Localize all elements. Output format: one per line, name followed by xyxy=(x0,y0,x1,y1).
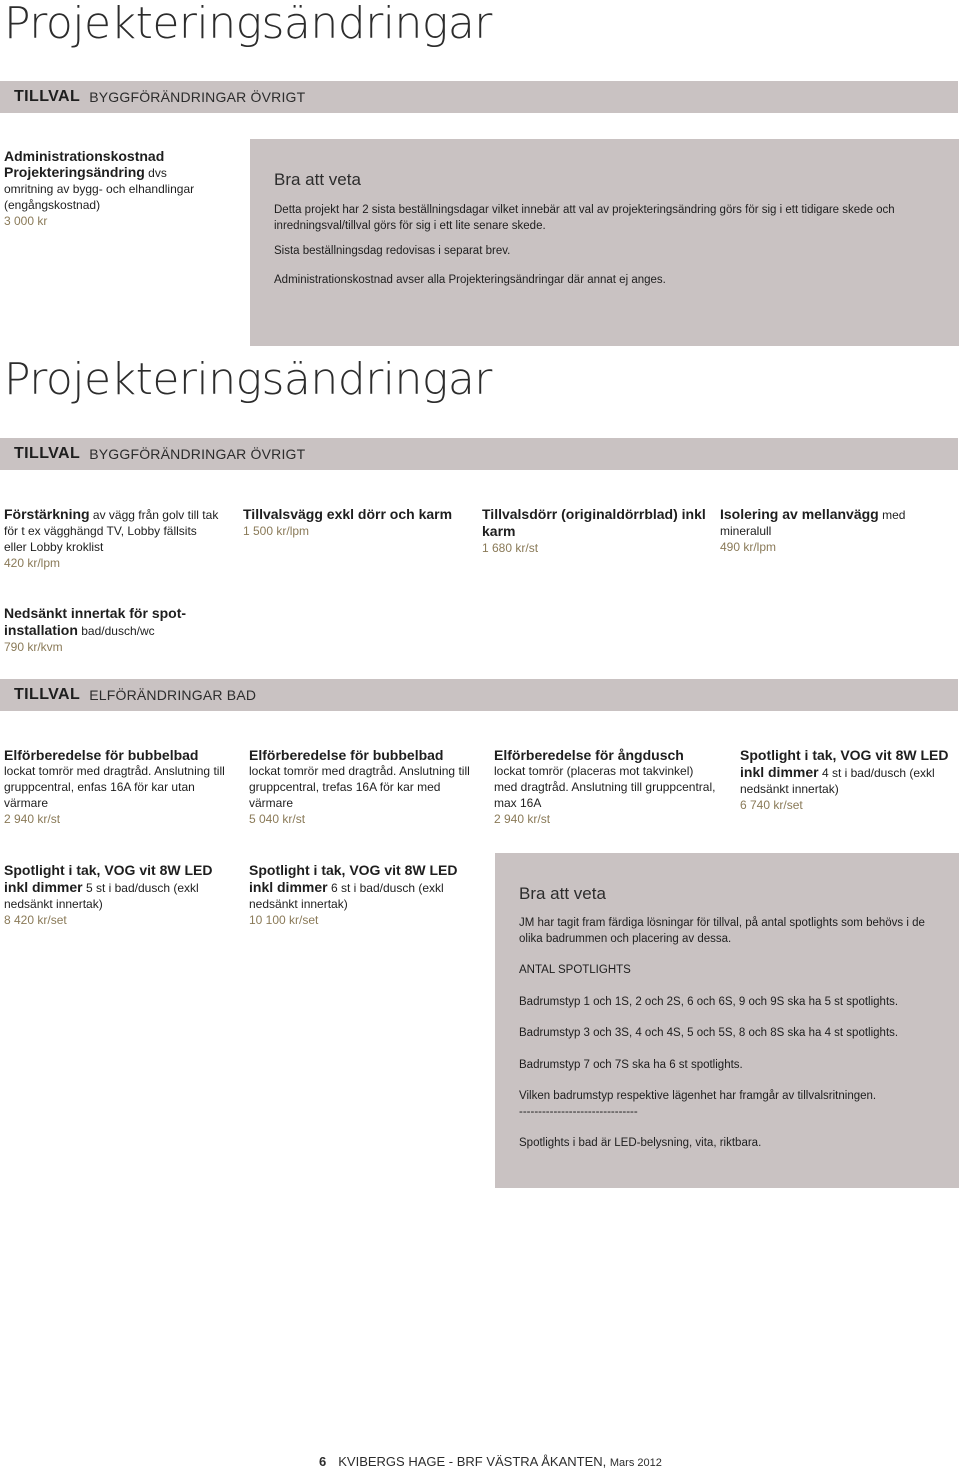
item-price: 6 740 kr/set xyxy=(740,798,803,812)
option-item xyxy=(482,506,707,556)
item-desc: av vägg från golv till tak för t ex vägghängd TV, Lobby fällsits eller Lobby kroklist xyxy=(4,508,219,554)
info-text: Detta projekt har 2 sista beställningsdagar vilket innebär att val av projekteringsändring görs för sig i ett tidigare skede och inredningsval/tillval görs för sig i ett lite senare skede. xyxy=(274,204,895,232)
item-title: Nedsänkt innertak för spot-installation xyxy=(4,605,187,638)
item-price: 1 680 kr/st xyxy=(482,541,539,555)
item-title: Tillvalsdörr (originaldörrblad) inkl karm xyxy=(482,506,706,539)
info-box xyxy=(250,139,959,346)
band-label: TILLVAL xyxy=(14,88,81,105)
item-price: 8 420 kr/set xyxy=(4,913,67,927)
item-desc: med mineralull xyxy=(720,508,906,538)
item-desc: bad/dusch/wc xyxy=(81,624,155,638)
item-price: 10 100 kr/set xyxy=(249,913,319,927)
band-sublabel: ELFÖRÄNDRINGAR BAD xyxy=(89,687,257,703)
category-band xyxy=(0,679,958,711)
footer-project: KVIBERGS HAGE - BRF VÄSTRA ÅKANTEN, xyxy=(338,1454,607,1469)
item-price: 5 040 kr/st xyxy=(249,812,306,826)
option-item xyxy=(740,747,955,813)
item-price: 1 500 kr/lpm xyxy=(243,524,310,538)
divider-dashes: ------------------------------- xyxy=(519,1106,638,1118)
info-text: JM har tagit fram färdiga lösningar för tillval, på antal spotlights som behövs i de olika badrummen och placering av dessa. xyxy=(519,917,925,945)
item-title: Elförberedelse för bubbelbad xyxy=(249,747,444,763)
option-item xyxy=(720,506,930,555)
category-band xyxy=(0,81,958,113)
item-desc: lockat tomrör med dragtråd. Anslutning till gruppcentral, trefas 16A för kar med värmare xyxy=(249,764,470,810)
info-box xyxy=(495,853,959,1188)
item-title: Tillvalsvägg exkl dörr och karm xyxy=(243,506,453,522)
footer xyxy=(319,1454,662,1469)
page-number: 6 xyxy=(319,1454,327,1469)
item-price: 490 kr/lpm xyxy=(720,540,777,554)
page-title: Projekteringsändringar xyxy=(4,0,492,49)
item-price: 2 940 kr/st xyxy=(494,812,551,826)
item-title: Elförberedelse för bubbelbad xyxy=(4,747,199,763)
band-sublabel: BYGGFÖRÄNDRINGAR ÖVRIGT xyxy=(89,89,306,105)
item-title: Isolering av mellanvägg xyxy=(720,506,879,522)
item-desc: omritning av bygg- och elhandlingar (engångskostnad) xyxy=(4,182,195,212)
band-label: TILLVAL xyxy=(14,445,81,462)
item-title-2: Projekteringsändring xyxy=(4,164,145,180)
info-text: Spotlights i bad är LED-belysning, vita, riktbara. xyxy=(519,1137,762,1149)
option-item xyxy=(249,747,474,827)
band-label: TILLVAL xyxy=(14,686,81,703)
option-item xyxy=(4,605,209,655)
band-sublabel: BYGGFÖRÄNDRINGAR ÖVRIGT xyxy=(89,446,306,462)
admin-item xyxy=(4,148,234,229)
item-title: Förstärkning xyxy=(4,506,90,522)
info-text: Vilken badrumstyp respektive lägenhet har framgår av tillvalsritningen. xyxy=(519,1090,877,1102)
option-item xyxy=(4,747,229,827)
info-heading: Bra att veta xyxy=(519,884,606,903)
info-text: Badrumstyp 1 och 1S, 2 och 2S, 6 och 6S, 9 och 9S ska ha 5 st spotlights. xyxy=(519,996,899,1008)
item-price: 790 kr/kvm xyxy=(4,640,63,654)
category-band xyxy=(0,438,958,470)
info-text: Badrumstyp 3 och 3S, 4 och 4S, 5 och 5S, 8 och 8S ska ha 4 st spotlights. xyxy=(519,1027,899,1039)
info-text: Administrationskostnad avser alla Projekteringsändringar där annat ej anges. xyxy=(274,274,666,286)
item-price: 2 940 kr/st xyxy=(4,812,61,826)
item-desc-prefix: dvs xyxy=(148,166,167,180)
item-price: 3 000 kr xyxy=(4,214,48,228)
option-item xyxy=(243,506,463,539)
item-price: 420 kr/lpm xyxy=(4,556,61,570)
option-item xyxy=(494,747,719,827)
item-desc: 4 st i bad/dusch (exkl nedsänkt innertak) xyxy=(740,766,935,796)
page-title: Projekteringsändringar xyxy=(4,354,492,405)
option-item xyxy=(249,862,469,928)
item-title: Spotlight i tak, VOG vit 8W LED inkl dimmer xyxy=(4,862,213,895)
item-desc: 6 st i bad/dusch (exkl nedsänkt innertak) xyxy=(249,881,444,911)
item-desc: lockat tomrör med dragtråd. Anslutning till gruppcentral, enfas 16A för kar utan värmare xyxy=(4,764,225,810)
item-title: Elförberedelse för ångdusch xyxy=(494,747,684,763)
option-item xyxy=(4,506,219,571)
item-title: Spotlight i tak, VOG vit 8W LED inkl dimmer xyxy=(249,862,458,895)
info-heading: Bra att veta xyxy=(274,170,361,189)
info-text: Sista beställningsdag redovisas i separat brev. xyxy=(274,245,511,257)
item-title: Spotlight i tak, VOG vit 8W LED inkl dimmer xyxy=(740,747,949,780)
info-text: Badrumstyp 7 och 7S ska ha 6 st spotlights. xyxy=(519,1059,743,1071)
item-desc: 5 st i bad/dusch (exkl nedsänkt innertak) xyxy=(4,881,199,911)
info-subheading: ANTAL SPOTLIGHTS xyxy=(519,964,631,976)
item-desc: lockat tomrör (placeras mot takvinkel) med dragtråd. Anslutning till gruppcentral, max 16A xyxy=(494,764,716,810)
option-item xyxy=(4,862,224,928)
item-title: Administrationskostnad xyxy=(4,148,165,164)
footer-date: Mars 2012 xyxy=(609,1457,662,1469)
